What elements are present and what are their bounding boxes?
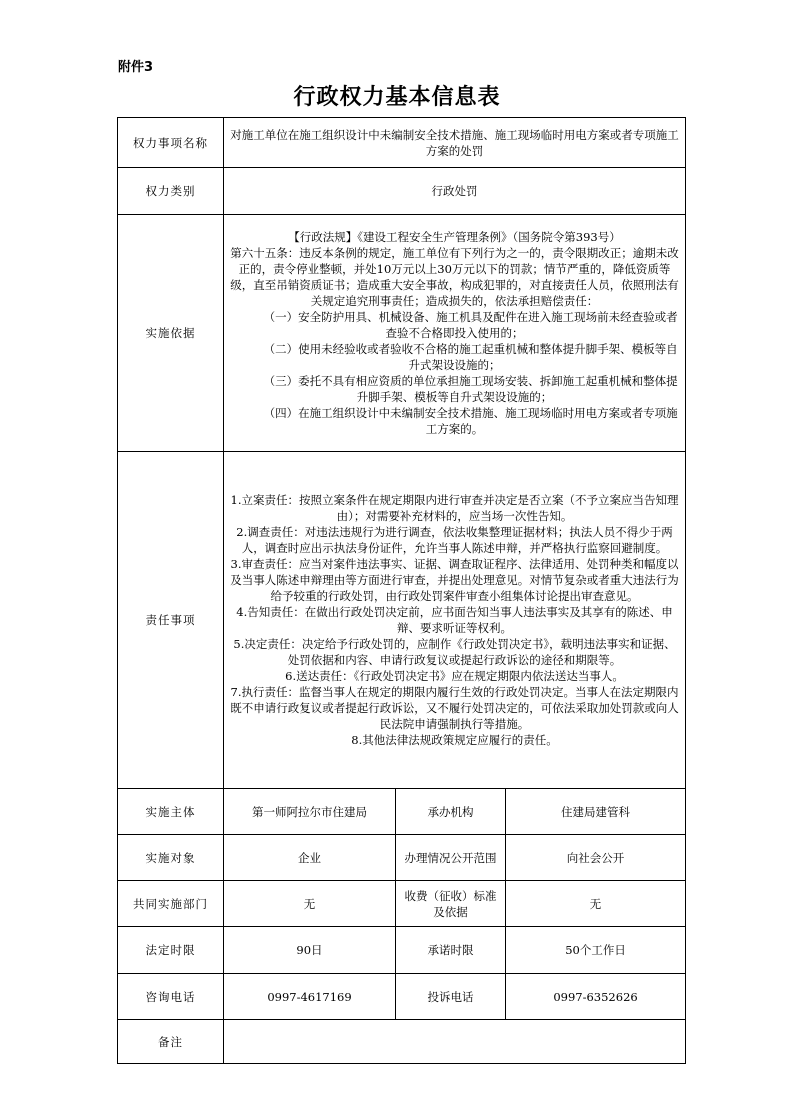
power-type-value: 行政处罚 xyxy=(224,168,686,215)
row-duties xyxy=(118,452,686,789)
row-deadline xyxy=(118,927,686,974)
row-target xyxy=(118,835,686,881)
target-value: 企业 xyxy=(224,835,396,881)
complaint-phone-value: 0997-6352626 xyxy=(506,974,686,1020)
row-power-type xyxy=(118,168,686,215)
duties-content xyxy=(224,452,686,789)
row-subject xyxy=(118,789,686,835)
basis-label: 实施依据 xyxy=(118,215,224,452)
attachment-label: 附件3 xyxy=(118,60,154,75)
inquiry-phone-value: 0997-4617169 xyxy=(224,974,396,1020)
disclosure-scope-value: 向社会公开 xyxy=(506,835,686,881)
basis-paragraph: （四）在施工组织设计中未编制安全技术措施、施工现场临时用电方案或者专项施工方案的。 xyxy=(263,406,678,436)
row-basis xyxy=(118,215,686,452)
inquiry-phone-label: 咨询电话 xyxy=(118,974,224,1020)
duty-item: 7.执行责任：监督当事人在规定的期限内履行生效的行政处罚决定。当事人在法定期限内既不申请行政复议或者提起行政诉讼，又不履行处罚决定的，可依法采取加处罚款或向人民法院申请强制执行等措施。 xyxy=(230,685,679,731)
basis-paragraph: 第六十五条：违反本条例的规定，施工单位有下列行为之一的，责令限期改正；逾期未改正的，责令停业整顿，并处10万元以上30万元以下的罚款；情节严重的，降低资质等级，直至吊销资质证书；造成重大安全事故，构成犯罪的，对直接责任人员，依照刑法有关规定追究刑事责任；造成损失的，依法承担赔偿责任： xyxy=(230,246,679,308)
promised-deadline-label: 承诺时限 xyxy=(396,927,506,974)
duty-item: 8.其他法律法规政策规定应履行的责任。 xyxy=(351,733,558,747)
basis-paragraph: （二）使用未经验收或者验收不合格的施工起重机械和整体提升脚手架、模板等自升式架设设施的； xyxy=(263,342,678,372)
row-phone xyxy=(118,974,686,1020)
power-name-label: 权力事项名称 xyxy=(118,118,224,168)
basis-paragraph: 【行政法规】《建设工程安全生产管理条例》（国务院令第393号） xyxy=(288,230,621,244)
info-table xyxy=(117,117,686,1064)
fee-standard-label: 收费（征收）标准及依据 xyxy=(396,881,506,927)
duty-item: 2.调查责任：对违法违规行为进行调查，依法收集整理证据材料；执法人员不得少于两人，调查时应出示执法身份证件，允许当事人陈述申辩，并严格执行监察回避制度。 xyxy=(236,525,673,555)
duty-item: 1.立案责任：按照立案条件在规定期限内进行审查并决定是否立案（不予立案应当告知理由）；对需要补充材料的，应当场一次性告知。 xyxy=(230,493,679,523)
basis-paragraph: （一）安全防护用具、机械设备、施工机具及配件在进入施工现场前未经查验或者查验不合格即投入使用的； xyxy=(263,310,678,340)
handling-org-value: 住建局建管科 xyxy=(506,789,686,835)
duties-label: 责任事项 xyxy=(118,452,224,789)
duty-item: 4.告知责任：在做出行政处罚决定前，应书面告知当事人违法事实及其享有的陈述、申辩、要求听证等权利。 xyxy=(236,605,673,635)
joint-dept-value: 无 xyxy=(224,881,396,927)
fee-standard-value: 无 xyxy=(506,881,686,927)
page-title: 行政权力基本信息表 xyxy=(293,85,501,110)
remarks-label: 备注 xyxy=(118,1020,224,1064)
subject-value: 第一师阿拉尔市住建局 xyxy=(224,789,396,835)
subject-label: 实施主体 xyxy=(118,789,224,835)
disclosure-scope-label: 办理情况公开范围 xyxy=(396,835,506,881)
duty-item: 5.决定责任：决定给予行政处罚的，应制作《行政处罚决定书》，载明违法事实和证据、处罚依据和内容、申请行政复议或提起行政诉讼的途径和期限等。 xyxy=(233,637,676,667)
basis-content xyxy=(224,215,686,452)
promised-deadline-value: 50个工作日 xyxy=(506,927,686,974)
handling-org-label: 承办机构 xyxy=(396,789,506,835)
basis-paragraph: （三）委托不具有相应资质的单位承担施工现场安装、拆卸施工起重机械和整体提升脚手架、模板等自升式架设设施的； xyxy=(263,374,678,404)
duty-item: 6.送达责任：《行政处罚决定书》应在规定期限内依法送达当事人。 xyxy=(285,669,624,683)
legal-deadline-value: 90日 xyxy=(224,927,396,974)
row-joint-dept xyxy=(118,881,686,927)
power-name-value: 对施工单位在施工组织设计中未编制安全技术措施、施工现场临时用电方案或者专项施工方案的处罚 xyxy=(224,118,686,168)
duty-item: 3.审查责任：应当对案件违法事实、证据、调查取证程序、法律适用、处罚种类和幅度以及当事人陈述申辩理由等方面进行审查，并提出处理意见。对情节复杂或者重大违法行为给予较重的行政处罚，由行政处罚案件审查小组集体讨论提出审查意见。 xyxy=(230,557,679,603)
joint-dept-label: 共同实施部门 xyxy=(118,881,224,927)
target-label: 实施对象 xyxy=(118,835,224,881)
remarks-value xyxy=(224,1020,686,1064)
legal-deadline-label: 法定时限 xyxy=(118,927,224,974)
row-power-name xyxy=(118,118,686,168)
row-remarks xyxy=(118,1020,686,1064)
complaint-phone-label: 投诉电话 xyxy=(396,974,506,1020)
power-type-label: 权力类别 xyxy=(118,168,224,215)
